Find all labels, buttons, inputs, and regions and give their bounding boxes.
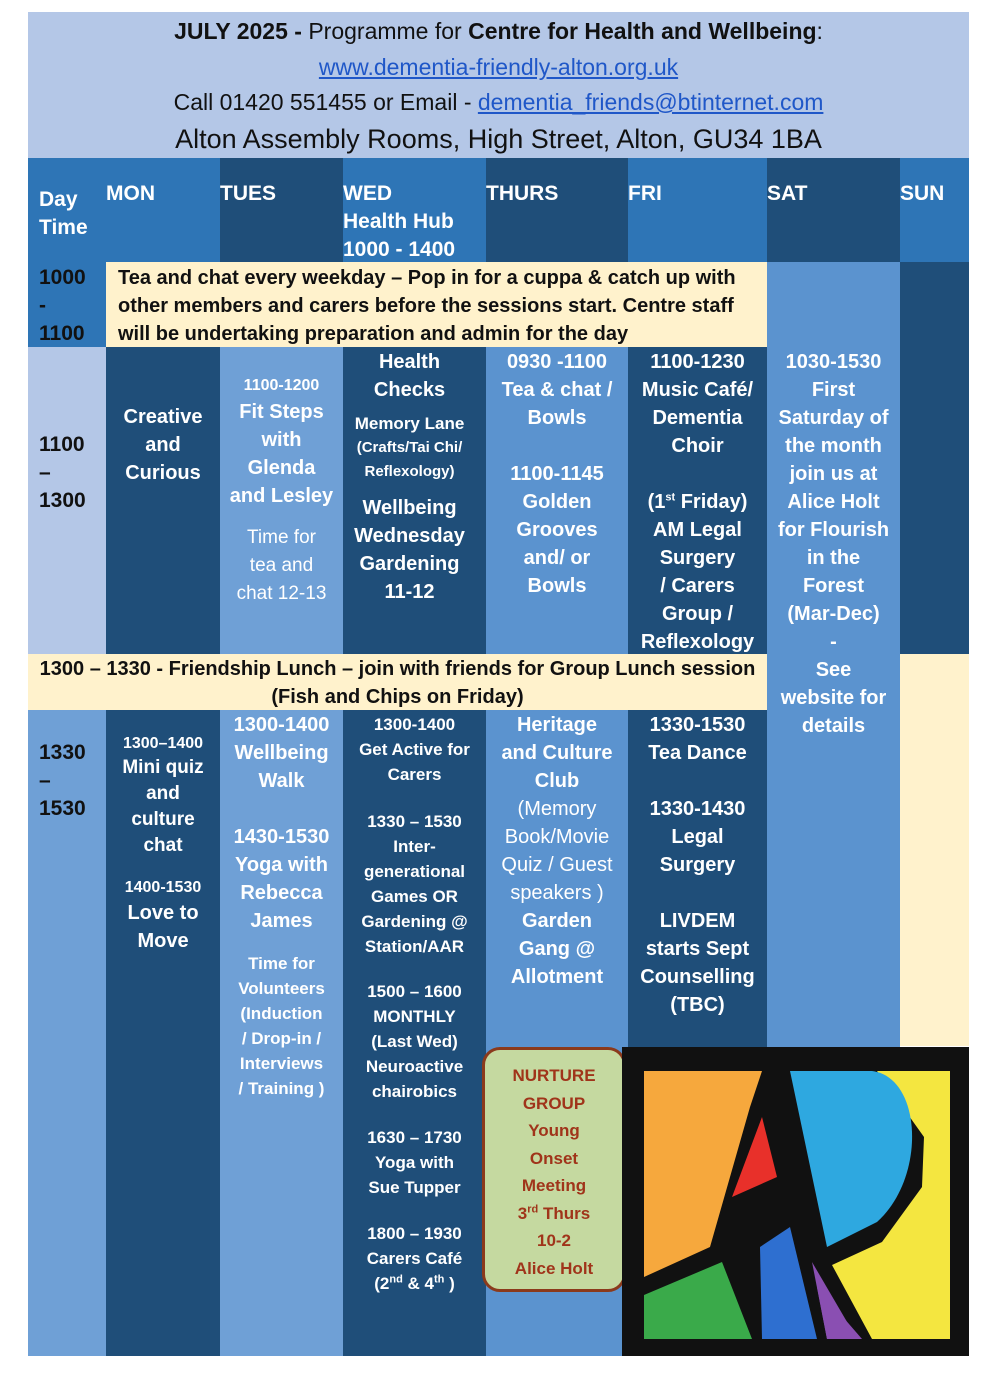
- tues-pm-text: 1300-1400 Wellbeing Walk 1430-1530 Yoga with Rebecca James Time for Volunteers (Induction / Drop-in / Interviews / Training ): [233, 714, 330, 1098]
- header-thurs-label: THURS: [486, 182, 559, 205]
- fri-mid-text: 1100-1230 Music Café/ Dementia Choir (1st Friday) AM Legal Surgery / Carers Group / Reflexology: [640, 351, 755, 653]
- mon-mid-cell: [106, 347, 220, 654]
- website-link[interactable]: www.dementia-friendly-alton.org.uk: [318, 54, 679, 80]
- title-organisation: Centre for Health and Wellbeing: [468, 18, 817, 44]
- header-sat-label: SAT: [767, 182, 808, 205]
- title-programme: Programme for: [301, 18, 469, 44]
- tea-chat-text: Tea and chat every weekday – Pop in for a cuppa & catch up with other members and carers before the sessions start. Centre staff will be undertaking preparation and admin for the day: [118, 267, 736, 345]
- stained-glass-ar-logo-icon: [622, 1047, 969, 1356]
- title-month: JULY 2025 -: [174, 18, 302, 44]
- header-fri: [628, 158, 767, 262]
- title-colon: :: [816, 18, 823, 44]
- lunch-banner-text: 1300 – 1330 - Friendship Lunch – join with friends for Group Lunch session (Fish and Chips on Friday): [39, 658, 756, 708]
- centre-logo: [622, 1047, 969, 1356]
- contact-line: [28, 87, 969, 117]
- header-tues: [220, 158, 343, 262]
- header-mon-label: MON: [106, 182, 155, 205]
- sun-column-lower: [900, 654, 969, 1046]
- header-sat: [767, 158, 900, 262]
- header-wed-sub1: Health Hub: [343, 210, 454, 233]
- header-wed-sub2: 1000 - 1400: [343, 238, 456, 261]
- header-fri-label: FRI: [628, 182, 662, 205]
- call-text: Call 01420 551455 or Email -: [173, 89, 478, 115]
- header-mon: [106, 158, 220, 262]
- wed-pm-text: 1300-1400 Get Active for Carers 1330 – 1530 Inter- generational Games OR Gardening @ Station/AAR 1500 – 1600 MONTHLY (Last Wed) Neuroactive chairobics 1630 – 1730 Yoga with Sue Tupper 1800 – 1930 Carers Café (2nd & 4th ): [359, 715, 470, 1293]
- tues-mid-text: 1100-1200 Fit Steps with Glenda and Lesley Time for tea and chat 12-13: [229, 377, 334, 604]
- email-link[interactable]: dementia_friends@btinternet.com: [477, 89, 824, 115]
- thurs-pm-text: Heritage and Culture Club (Memory Book/Movie Quiz / Guest speakers ) Garden Gang @ Allotment: [501, 714, 613, 988]
- fri-pm-text: 1330-1530 Tea Dance 1330-1430 Legal Surgery LIVDEM starts Sept Counselling (TBC): [640, 714, 755, 1016]
- sat-column-text: 1030-1530 First Saturday of the month join us at Alice Holt for Flourish in the Forest (Mar-Dec) - See website for details: [777, 351, 890, 737]
- wed-mid-text: Health Checks Memory Lane (Crafts/Tai Chi/ Reflexology) Wellbeing Wednesday Gardening 11-12: [354, 351, 465, 603]
- mon-pm-text: 1300–1400 Mini quiz and culture chat 1400-1530 Love to Move: [122, 735, 204, 952]
- row-label-1000-text: 1000 - 1100: [39, 266, 86, 345]
- sun-column-upper: [900, 262, 969, 654]
- row-label-1330-text: 1330 – 1530: [39, 741, 86, 820]
- thurs-mid-text: 0930 -1100 Tea & chat / Bowls 1100-1145 Golden Grooves and/ or Bowls: [501, 351, 613, 597]
- header-thurs: [486, 158, 628, 262]
- header-tues-label: TUES: [220, 182, 277, 205]
- header-wed-label: WED: [343, 182, 392, 205]
- header-time: Time: [39, 216, 88, 239]
- title-line: [28, 16, 969, 46]
- header-sun: [900, 158, 969, 262]
- nurture-group-text: NURTURE GROUP Young Onset Meeting 3rd Thurs 10-2 Alice Holt: [512, 1066, 596, 1278]
- address-line: Alton Assembly Rooms, High Street, Alton, GU34 1BA: [175, 124, 822, 154]
- website-line: [28, 52, 969, 82]
- header-day: Day: [39, 188, 78, 211]
- header-sun-label: SUN: [900, 182, 945, 205]
- row-label-1100-text: 1100 – 1300: [39, 433, 86, 512]
- mon-mid-text: Creative and Curious: [123, 406, 203, 484]
